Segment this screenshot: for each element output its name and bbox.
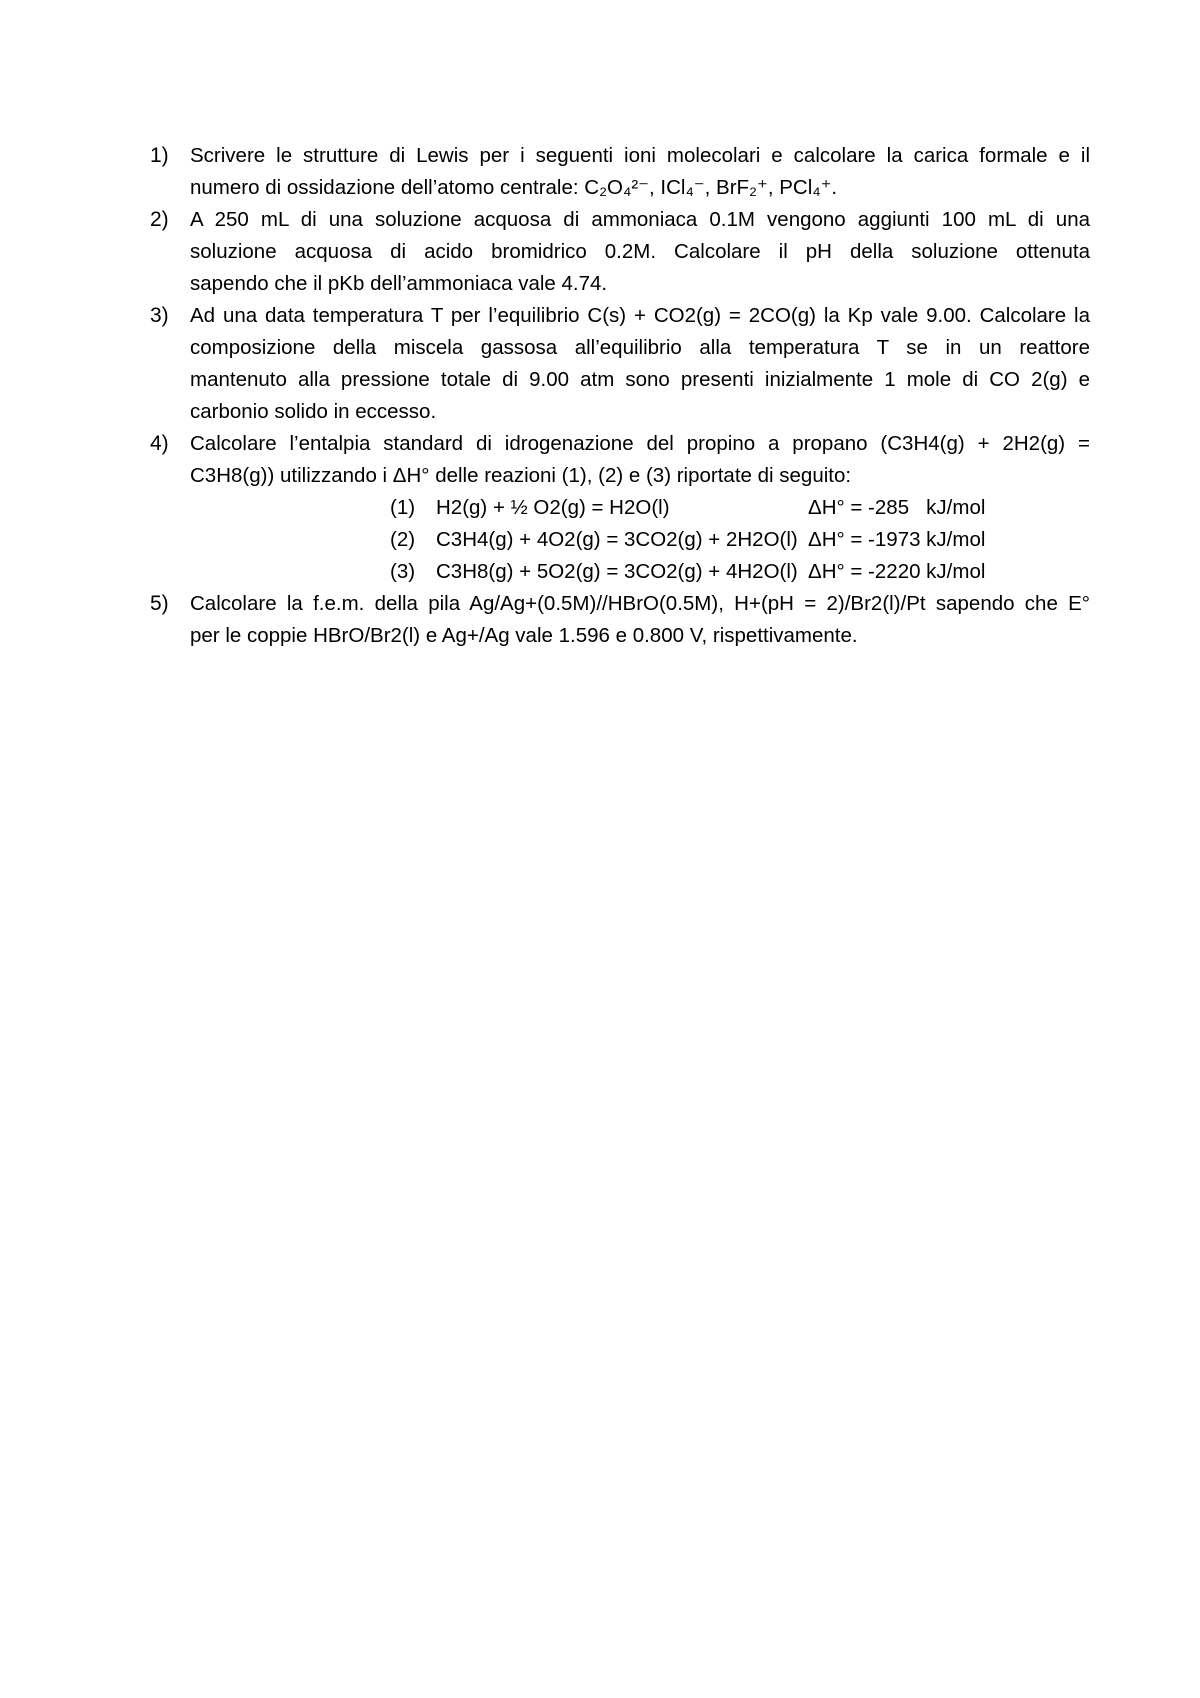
reaction-equation: H2(g) + ½ O2(g) = H2O(l) xyxy=(436,496,670,519)
question-line: soluzione acquosa di acido bromidrico 0.2M. Calcolare il pH della soluzione ottenuta xyxy=(190,240,1090,263)
question-text xyxy=(190,428,1090,588)
question-line: Scrivere le strutture di Lewis per i seguenti ioni molecolari e calcolare la carica formale e il xyxy=(190,144,1090,167)
question-text xyxy=(190,300,1090,428)
question-3 xyxy=(150,300,1090,428)
question-number: 2) xyxy=(150,208,169,231)
question-number: 5) xyxy=(150,592,169,615)
reaction-row xyxy=(390,556,1090,588)
question-line: mantenuto alla pressione totale di 9.00 atm sono presenti inizialmente 1 mole di CO 2(g) e xyxy=(190,368,1090,391)
reaction-number: (1) xyxy=(390,496,416,519)
question-5 xyxy=(150,588,1090,652)
question-number: 3) xyxy=(150,304,169,327)
reaction-list xyxy=(390,492,1090,588)
question-number: 4) xyxy=(150,432,169,455)
question-line: sapendo che il pKb dell’ammoniaca vale 4.74. xyxy=(190,272,608,295)
reaction-enthalpy: ΔH° = -285 kJ/mol xyxy=(808,496,986,519)
question-number: 1) xyxy=(150,144,169,167)
question-text xyxy=(190,204,1090,300)
reaction-row xyxy=(390,524,1090,556)
question-line: C3H8(g)) utilizzando i ΔH° delle reazioni (1), (2) e (3) riportate di seguito: xyxy=(190,464,852,487)
reaction-equation: C3H4(g) + 4O2(g) = 3CO2(g) + 2H2O(l) xyxy=(436,528,798,551)
question-line: Calcolare la f.e.m. della pila Ag/Ag+(0.5M)//HBrO(0.5M), H+(pH = 2)/Br2(l)/Pt sapendo che E° xyxy=(190,592,1090,615)
reaction-enthalpy: ΔH° = -2220 kJ/mol xyxy=(808,560,986,583)
question-line: carbonio solido in eccesso. xyxy=(190,400,437,423)
reaction-row xyxy=(390,492,1090,524)
reaction-equation: C3H8(g) + 5O2(g) = 3CO2(g) + 4H2O(l) xyxy=(436,560,798,583)
reaction-enthalpy: ΔH° = -1973 kJ/mol xyxy=(808,528,986,551)
question-line: Calcolare l’entalpia standard di idrogenazione del propino a propano (C3H4(g) + 2H2(g) = xyxy=(190,432,1090,455)
question-line: composizione della miscela gassosa all’equilibrio alla temperatura T se in un reattore xyxy=(190,336,1090,359)
question-line: per le coppie HBrO/Br2(l) e Ag+/Ag vale 1.596 e 0.800 V, rispettivamente. xyxy=(190,624,858,647)
question-text xyxy=(190,588,1090,652)
question-text xyxy=(190,140,1090,204)
question-line: A 250 mL di una soluzione acquosa di ammoniaca 0.1M vengono aggiunti 100 mL di una xyxy=(190,208,1090,231)
question-4 xyxy=(150,428,1090,588)
reaction-number: (2) xyxy=(390,528,416,551)
question-line: Ad una data temperatura T per l’equilibrio C(s) + CO2(g) = 2CO(g) la Kp vale 9.00. Calcolare la xyxy=(190,304,1090,327)
reaction-number: (3) xyxy=(390,560,416,583)
question-list xyxy=(150,140,1090,652)
question-line: numero di ossidazione dell’atomo centrale: C₂O₄²⁻, ICl₄⁻, BrF₂⁺, PCl₄⁺. xyxy=(190,176,838,199)
question-2 xyxy=(150,204,1090,300)
question-1 xyxy=(150,140,1090,204)
